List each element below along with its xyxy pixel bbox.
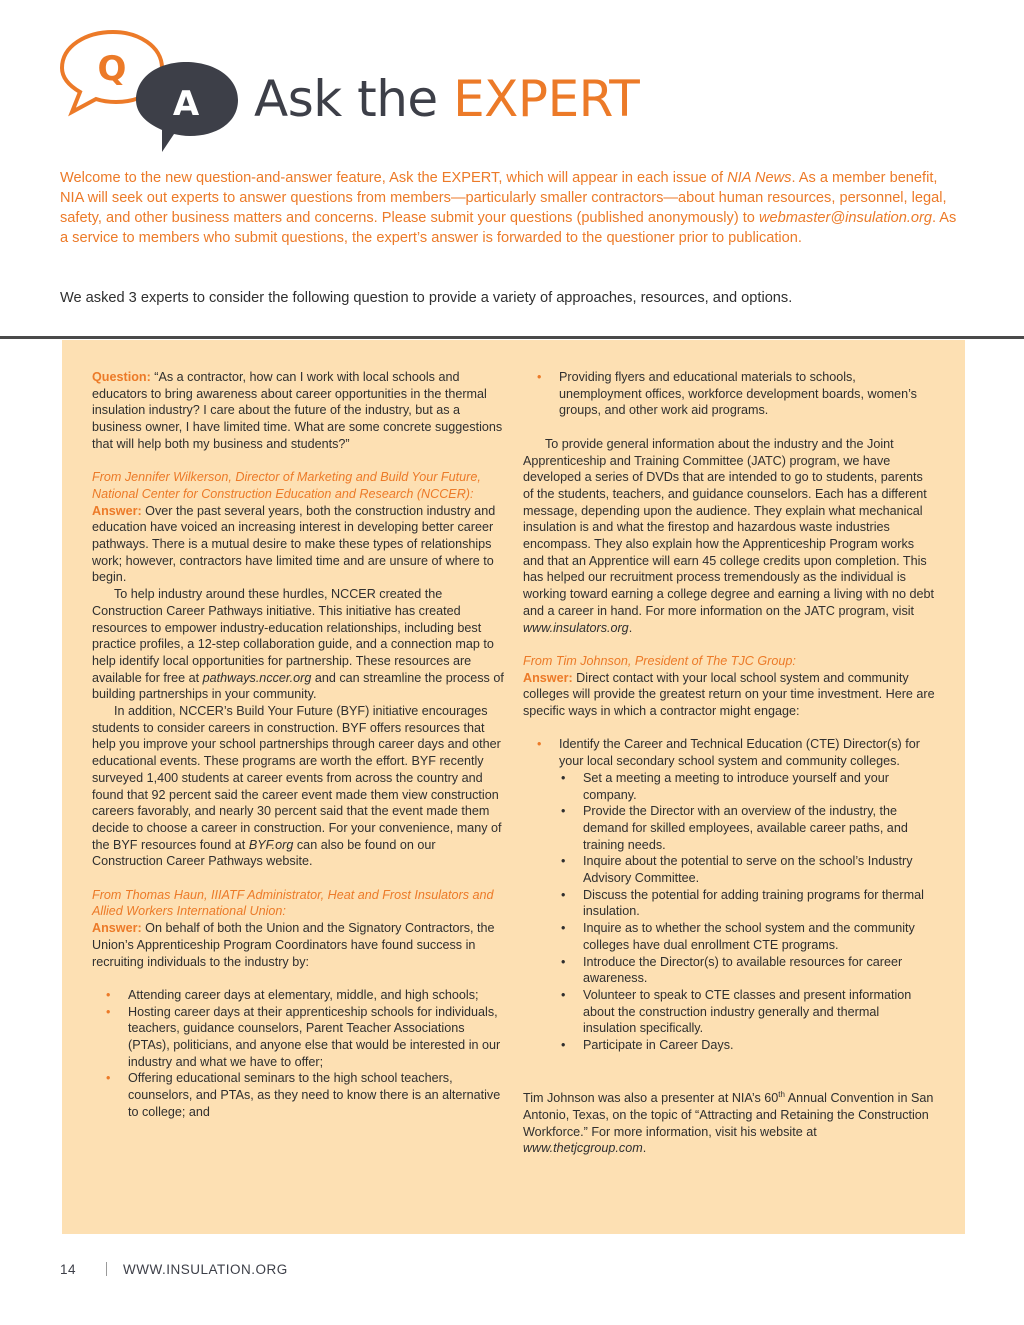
- byf-link[interactable]: BYF.org: [248, 837, 294, 852]
- expert-3-answer: [523, 670, 935, 720]
- para-text: In addition, NCCER’s Build Your Future (BYF) initiative encourages students to consider careers in construction. BYF offers resources that help you improve your school partnerships through career days and other educational events. These programs are worth the effort. BYF recently surveyed 1,400 students at career events from across the country and found that 92 percent said the career event made them view construction careers favorably, and nearly 30 percent said that the event made them decide to choose a career in construction. For your convenience, many of the BYF resources found at: [92, 704, 502, 852]
- list-item: • Hosting career days at their apprenticeship schools for individuals, teachers, guidance counselors, Parent Teacher Associations (PTAs), politicians, and anyone else that would be interested in our industry and what we have to offer;: [128, 1004, 504, 1071]
- recruit-list: [92, 987, 504, 1121]
- intro-text-a: Welcome to the new question-and-answer feature, Ask the EXPERT, which will appear in each issue of: [60, 170, 724, 186]
- ordinal-suffix: th: [778, 1090, 785, 1100]
- sub-list-item: • Provide the Director with an overview of the industry, the demand for skilled employees, available career paths, and training needs.: [583, 803, 935, 853]
- page-number: 14: [60, 1262, 77, 1277]
- insulators-link[interactable]: www.insulators.org: [523, 620, 629, 635]
- subintro-paragraph: We asked 3 experts to consider the following question to provide a variety of approaches, resources, and options.: [60, 290, 793, 306]
- left-column: [92, 369, 504, 1121]
- publication-name: NIA News: [727, 170, 792, 186]
- para-text: Annual Convention in San Antonio, Texas, on the topic of “Attracting and Retaining the Construction Workforce.” For more information, visit his website at: [523, 1091, 934, 1139]
- jatc-paragraph: [523, 436, 935, 636]
- page-header: [58, 28, 678, 158]
- answer-label: Answer:: [92, 503, 142, 518]
- intro-text-c: . As a service to members who submit questions, the expert’s answer is forwarded to the questioner prior to publication.: [60, 210, 957, 246]
- sub-list-item: • Inquire about the potential to serve on the school’s Industry Advisory Committee.: [583, 853, 935, 886]
- list-item-text: Identify the Career and Technical Education (CTE) Director(s) for your local secondary school system and community colleges.: [559, 737, 920, 769]
- email-link[interactable]: webmaster@insulation.org: [759, 210, 932, 226]
- closing-paragraph: [523, 1087, 935, 1157]
- a-letter: A: [172, 84, 200, 124]
- para-text: To provide general information about the industry and the Joint Apprenticeship and Training Committee (JATC) program, we have developed a series of DVDs that are intended to go to students, parents of the students, teachers, and guidance counselors. Each has a different message, depending upon the audience. They explain what mechanical insulation is and what the firestop and hazardous waste industries encompass. They also explain how the Apprenticeship Program works and that an Apprentice will earn 45 college credits upon completion. This has helped our recruitment process tremendously as the individual is working toward earning a college degree and earning a living with no debt and a career in hand. For more information on the JATC program, visit: [523, 436, 934, 618]
- sub-list-item: • Introduce the Director(s) to available resources for career awareness.: [583, 954, 935, 987]
- sub-list-item: • Participate in Career Days.: [583, 1037, 935, 1054]
- answer-label: Answer:: [92, 921, 142, 936]
- expert-1-attribution: From Jennifer Wilkerson, Director of Marketing and Build Your Future, National Center for Construction Education and Research (NCCER):: [92, 470, 481, 501]
- list-item: [559, 736, 935, 1053]
- title-main: Ask the: [254, 70, 438, 128]
- list-item: • Providing flyers and educational materials to schools, unemployment offices, workforce development boards, women’s groups, and other work aid programs.: [559, 369, 935, 419]
- para-text: To help industry around these hurdles, NCCER created the Construction Career Pathways initiative. This initiative has created resources to empower industry-education relationships, including best practice profiles, a 12-step collaboration guide, and a connection map to help identify local opportunities for partnership. These resources are available for free at: [92, 587, 494, 685]
- para-text: .: [628, 620, 633, 635]
- page-footer: [60, 1262, 288, 1277]
- expert-1-para-2: [92, 586, 504, 703]
- expert-2-answer: [92, 920, 504, 970]
- expert-1-para-3: [92, 703, 504, 870]
- answer-text: Over the past several years, both the construction industry and education have voiced an increasing interest in developing better career pathways. There is a mutual desire to make these types of relationships work; however, contractors have limited time and are unsure of where to begin.: [92, 503, 496, 585]
- expert-3-attribution: From Tim Johnson, President of The TJC Group:: [523, 653, 796, 668]
- question-text: “As a contractor, how can I work with local schools and educators to bring awareness about career opportunities in the thermal insulation industry? I care about the future of the industry, but as a business owner, I have limited time. What are some concrete suggestions that will help both my business and students?”: [92, 370, 503, 451]
- expert-2-attribution: From Thomas Haun, IIIATF Administrator, Heat and Frost Insulators and Allied Workers International Union:: [92, 887, 494, 919]
- sub-list-item: • Set a meeting a meeting to introduce yourself and your company.: [583, 770, 935, 803]
- title-accent: EXPERT: [453, 70, 640, 128]
- footer-separator: [106, 1262, 107, 1276]
- sub-list-item: • Volunteer to speak to CTE classes and present information about the construction industry generally and thermal insulation specifically.: [583, 987, 935, 1037]
- page-title: [254, 70, 639, 128]
- answer-text: Direct contact with your local school system and community colleges will provide the greatest return on your time investment. Here are specific ways in which a contractor might engage:: [523, 670, 935, 719]
- engage-sublist: [559, 770, 935, 1054]
- qa-bubbles-icon: [58, 28, 248, 158]
- intro-text-b: . As a member benefit, NIA will seek out experts to answer questions from members—particularly smaller contractors—about human resources, personnel, legal, safety, and other business matters and concerns. Please submit your questions (published anonymously) to: [60, 170, 947, 226]
- engage-list: [523, 736, 935, 1053]
- intro-paragraph: [60, 168, 965, 248]
- question: [92, 369, 504, 453]
- para-text: .: [642, 1141, 647, 1156]
- answer-label: Answer:: [523, 670, 573, 685]
- sub-list-item: • Inquire as to whether the school system and the community colleges have dual enrollment CTE programs.: [583, 920, 935, 953]
- expert-1-answer: [92, 503, 504, 587]
- sub-list-item: • Discuss the potential for adding training programs for thermal insulation.: [583, 887, 935, 920]
- para-text: and can streamline the process of building partnerships in your community.: [92, 670, 504, 702]
- list-item: • Offering educational seminars to the high school teachers, counselors, and PTAs, as they need to know there is an alternative to college; and: [128, 1070, 504, 1120]
- para-text: can also be found on our Construction Career Pathways website.: [92, 837, 436, 869]
- q-letter: Q: [97, 49, 127, 89]
- para-text: Tim Johnson was also a presenter at NIA’s 60: [523, 1091, 779, 1106]
- footer-site[interactable]: WWW.INSULATION.ORG: [123, 1262, 288, 1277]
- answer-text: On behalf of both the Union and the Signatory Contractors, the Union’s Apprenticeship Program Coordinators have found success in recruiting individuals to the industry by:: [92, 921, 495, 969]
- tjc-website-link[interactable]: www.thetjcgroup.com: [523, 1141, 643, 1156]
- divider: [0, 336, 1024, 339]
- list-item: • Attending career days at elementary, middle, and high schools;: [128, 987, 504, 1004]
- right-column: [523, 369, 935, 1157]
- pathways-link[interactable]: pathways.nccer.org: [202, 670, 312, 685]
- recruit-list-continued: [523, 369, 935, 419]
- question-label: Question:: [92, 370, 151, 384]
